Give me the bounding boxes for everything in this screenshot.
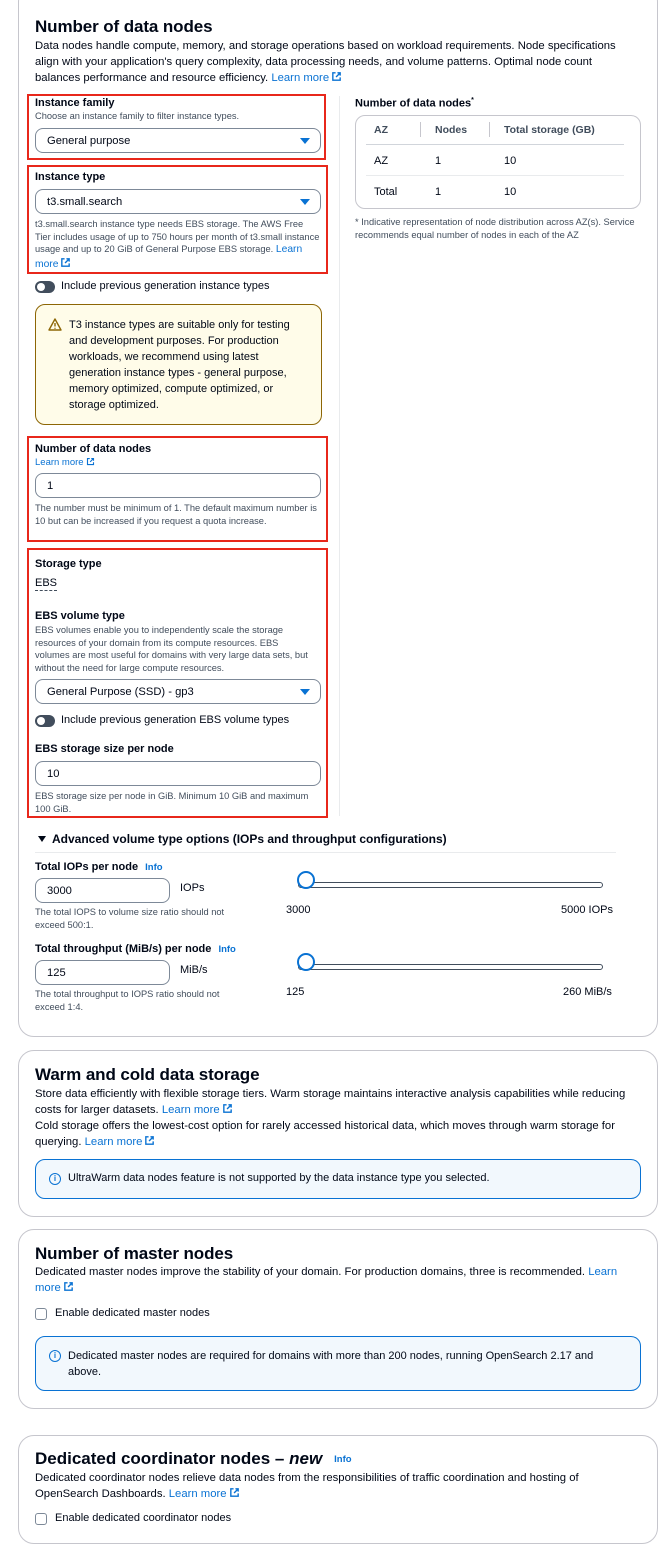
new-badge: new xyxy=(289,1449,323,1468)
instance-family-select[interactable] xyxy=(35,128,321,153)
az-table-cell: 10 xyxy=(504,155,517,167)
header-divider xyxy=(489,122,490,137)
az-table-header-az: AZ xyxy=(374,124,388,136)
master-nodes-title: Number of master nodes xyxy=(35,1244,234,1263)
instance-type-hint: t3.small.search instance type needs EBS storage. The AWS Free Tier includes usage of up to 750 hours per month of t3.small instance usage and up to 20 GiB of General Purpose EBS storage. Learn more xyxy=(35,219,320,270)
warning-icon xyxy=(48,318,62,331)
throughput-slider-max: 260 MiB/s xyxy=(563,986,612,998)
header-divider xyxy=(420,122,421,137)
coordinator-info-link[interactable]: Info xyxy=(334,1454,352,1465)
ultrawarm-info-text: UltraWarm data nodes feature is not supported by the data instance type you selected. xyxy=(68,1172,490,1184)
iops-slider-thumb[interactable] xyxy=(297,871,315,889)
external-link-icon xyxy=(60,257,71,268)
instance-family-value: General purpose xyxy=(47,134,131,147)
caret-down-icon xyxy=(300,689,310,695)
iops-input[interactable] xyxy=(35,878,170,903)
external-link-icon xyxy=(63,1281,74,1292)
iops-slider-min: 3000 xyxy=(286,904,311,916)
az-table-title: Number of data nodes* xyxy=(355,97,474,110)
prev-gen-instance-toggle[interactable] xyxy=(35,281,55,293)
iops-slider-max: 5000 IOPs xyxy=(561,904,613,916)
warm-cold-desc2: Cold storage offers the lowest-cost option for rarely accessed historical data, which moves through warm storage for querying. Learn more xyxy=(35,1120,615,1148)
throughput-info-link[interactable]: Info xyxy=(218,944,236,955)
enable-master-label: Enable dedicated master nodes xyxy=(55,1307,210,1319)
external-link-icon xyxy=(222,1103,233,1114)
az-table-cell: AZ xyxy=(374,155,389,167)
coordinator-desc: Dedicated coordinator nodes relieve data nodes from the responsibilities of traffic coordination and hosting of OpenSearch Dashboards. Learn more xyxy=(35,1472,579,1500)
data-nodes-description: Data nodes handle compute, memory, and storage operations based on workload requirements. Node specifications align with your application's query complexity, data processing needs, and volume patterns. Optimal node count balances performance and resource efficiency. Learn more xyxy=(35,40,616,84)
throughput-slider-min: 125 xyxy=(286,986,305,998)
t3-warning-text: T3 instance types are suitable only for testing and development purposes. For production workloads, we recommend using latest generation instance types - general purpose, memory optimized, compute optimized, or storage optimized. xyxy=(69,319,290,411)
ebs-size-hint: EBS storage size per node in GiB. Minimum 10 GiB and maximum 100 GiB. xyxy=(35,791,309,814)
external-link-icon xyxy=(86,457,95,466)
table-header-rule xyxy=(366,144,624,145)
external-link-icon xyxy=(331,71,342,82)
coordinator-title: Dedicated coordinator nodes – new Info xyxy=(35,1449,352,1468)
master-learn-more-link[interactable]: Learn more xyxy=(35,1266,618,1294)
node-count-learn-more-link[interactable]: Learn more xyxy=(35,457,95,468)
table-row-rule xyxy=(366,175,624,176)
info-icon: i xyxy=(49,1350,61,1362)
node-count-value: 1 xyxy=(47,479,54,492)
caret-down-icon xyxy=(300,138,310,144)
az-table-cell: Total xyxy=(374,186,398,198)
throughput-slider-thumb[interactable] xyxy=(297,953,315,971)
az-table-header-storage: Total storage (GB) xyxy=(504,124,595,136)
data-nodes-learn-more-link[interactable]: Learn more xyxy=(271,72,342,84)
ebs-volume-type-select[interactable] xyxy=(35,679,321,704)
ebs-size-label: EBS storage size per node xyxy=(35,743,174,755)
prev-gen-instance-label: Include previous generation instance types xyxy=(61,280,270,292)
node-count-hint: The number must be minimum of 1. The default maximum number is 10 but can be increased if you request a quota increase. xyxy=(35,503,317,526)
iops-label: Total IOPs per node Info xyxy=(35,861,163,873)
advanced-options-toggle[interactable]: Advanced volume type options (IOPs and throughput configurations) xyxy=(52,832,447,846)
master-info-text: Dedicated master nodes are required for domains with more than 200 nodes, running OpenSearch 2.17 and above. xyxy=(68,1350,594,1378)
az-table-footnote: * Indicative representation of node distribution across AZ(s). Service recommends equal number of nodes in each of the AZ xyxy=(355,217,635,240)
iops-info-link[interactable]: Info xyxy=(145,862,163,873)
instance-family-label: Instance family xyxy=(35,97,115,109)
enable-coordinator-checkbox[interactable] xyxy=(35,1513,47,1525)
warm-learn-more-link[interactable]: Learn more xyxy=(162,1104,233,1116)
az-table-container xyxy=(355,115,641,209)
az-table-cell: 1 xyxy=(435,186,442,198)
column-divider xyxy=(339,96,340,816)
iops-unit: IOPs xyxy=(180,882,205,894)
caret-down-icon[interactable] xyxy=(38,836,46,842)
warm-cold-desc1: Store data efficiently with flexible storage tiers. Warm storage maintains interactive analysis capabilities while reducing costs for larger datasets. Learn more xyxy=(35,1088,626,1116)
prev-gen-ebs-toggle[interactable] xyxy=(35,715,55,727)
az-table-cell: 1 xyxy=(435,155,442,167)
cold-learn-more-link[interactable]: Learn more xyxy=(85,1136,156,1148)
instance-type-value: t3.small.search xyxy=(47,195,123,208)
node-count-label: Number of data nodes xyxy=(35,443,152,455)
throughput-value: 125 xyxy=(47,966,66,979)
data-nodes-title: Number of data nodes xyxy=(35,17,213,36)
instance-family-hint: Choose an instance family to filter instance types. xyxy=(35,111,240,121)
iops-value: 3000 xyxy=(47,884,72,897)
external-link-icon xyxy=(229,1487,240,1498)
enable-master-checkbox[interactable] xyxy=(35,1308,47,1320)
coordinator-learn-more-link[interactable]: Learn more xyxy=(169,1488,240,1500)
prev-gen-ebs-label: Include previous generation EBS volume types xyxy=(61,714,290,726)
az-table-cell: 10 xyxy=(504,186,517,198)
warm-cold-title: Warm and cold data storage xyxy=(35,1065,260,1084)
enable-coordinator-label: Enable dedicated coordinator nodes xyxy=(55,1512,232,1524)
throughput-slider-track[interactable] xyxy=(298,964,603,970)
master-nodes-desc: Dedicated master nodes improve the stability of your domain. For production domains, three is recommended. Learn more xyxy=(35,1266,618,1294)
advanced-divider xyxy=(35,852,616,853)
storage-type-label: Storage type xyxy=(35,558,102,570)
ebs-size-value: 10 xyxy=(47,767,60,780)
throughput-unit: MiB/s xyxy=(180,964,208,976)
iops-slider-track[interactable] xyxy=(298,882,603,888)
node-count-input[interactable] xyxy=(35,473,321,498)
caret-down-icon xyxy=(300,199,310,205)
ebs-size-input[interactable] xyxy=(35,761,321,786)
info-icon: i xyxy=(49,1173,61,1185)
az-table-header-nodes: Nodes xyxy=(435,124,468,136)
iops-hint: The total IOPS to volume size ratio should not exceed 500:1. xyxy=(35,907,225,930)
ebs-volume-type-label: EBS volume type xyxy=(35,610,125,622)
throughput-hint: The total throughput to IOPS ratio should not exceed 1:4. xyxy=(35,989,220,1012)
instance-type-learn-more-link[interactable]: Learn more xyxy=(35,244,303,270)
ebs-volume-type-hint: EBS volumes enable you to independently scale the storage resources of your domain from its compute resources. EBS volumes are most useful for domains with very large data sets, but without the need for large compute resources. xyxy=(35,625,308,673)
ebs-volume-type-value: General Purpose (SSD) - gp3 xyxy=(47,685,194,698)
external-link-icon xyxy=(144,1135,155,1146)
throughput-label: Total throughput (MiB/s) per node Info xyxy=(35,943,236,955)
throughput-input[interactable] xyxy=(35,960,170,985)
instance-type-select[interactable] xyxy=(35,189,321,214)
storage-type-value: EBS xyxy=(35,577,58,589)
instance-type-label: Instance type xyxy=(35,171,106,183)
